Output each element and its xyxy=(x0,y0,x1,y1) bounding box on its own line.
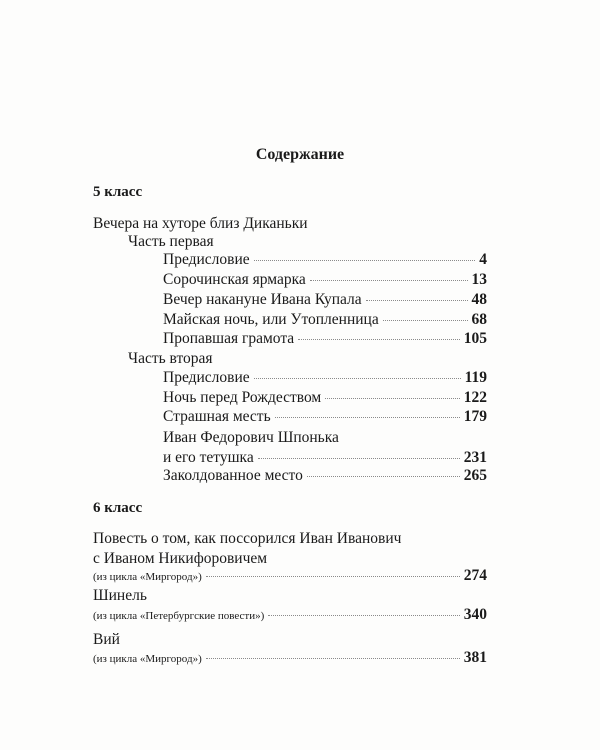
page-number: 179 xyxy=(463,408,487,425)
entry-title: Майская ночь, или Утопленница xyxy=(163,311,379,328)
page-number: 231 xyxy=(463,449,487,466)
entry-title: Вечер накануне Ивана Купала xyxy=(163,291,362,308)
page-number: 340 xyxy=(463,606,487,623)
page-title: Содержание xyxy=(255,146,345,163)
dot-leader xyxy=(366,300,468,301)
page-number: 265 xyxy=(463,467,487,484)
toc-entry[interactable] xyxy=(163,389,487,409)
toc-entry[interactable] xyxy=(93,649,487,669)
dot-leader xyxy=(325,398,460,399)
page-number: 68 xyxy=(471,311,487,328)
section-heading-grade5: 5 класс xyxy=(93,184,143,200)
dot-leader xyxy=(254,378,461,379)
work-title-dikanka: Вечера на хуторе близ Диканьки xyxy=(93,215,308,232)
entry-source: (из цикла «Петербургские повести») xyxy=(93,610,265,622)
entry-title: Заколдованное место xyxy=(163,467,303,484)
toc-entry[interactable] xyxy=(163,311,487,331)
entry-title: Предисловие xyxy=(163,369,250,386)
page-number: 13 xyxy=(471,271,487,288)
toc-entry[interactable] xyxy=(163,369,487,389)
toc-entry[interactable] xyxy=(163,467,487,487)
dot-leader xyxy=(298,339,460,340)
page-number: 274 xyxy=(463,567,487,584)
entry-title: Сорочинская ярмарка xyxy=(163,271,306,288)
story-title[interactable]: Вий xyxy=(93,631,120,648)
story-title-line2: с Иваном Никифоровичем xyxy=(93,550,268,567)
toc-entry[interactable] xyxy=(93,606,487,626)
toc-entry-multiline[interactable] xyxy=(163,428,487,468)
part-label-second: Часть вторая xyxy=(128,350,213,367)
entry-source: (из цикла «Миргород») xyxy=(93,571,202,583)
toc-entry[interactable] xyxy=(163,251,487,271)
dot-leader xyxy=(275,417,460,418)
toc-entry[interactable] xyxy=(163,330,487,350)
part-label-first: Часть первая xyxy=(128,233,214,250)
dot-leader xyxy=(206,658,460,659)
entry-title: Страшная месть xyxy=(163,408,271,425)
toc-entry[interactable] xyxy=(163,271,487,291)
entry-title-line1: Иван Федорович Шпонька xyxy=(163,429,339,446)
entry-title-line2: и его тетушка xyxy=(163,449,254,466)
dot-leader xyxy=(254,260,476,261)
dot-leader xyxy=(258,458,460,459)
entry-title: Ночь перед Рождеством xyxy=(163,389,322,406)
story-title[interactable]: Шинель xyxy=(93,587,147,604)
section-heading-grade6: 6 класс xyxy=(93,500,143,516)
toc-entry[interactable] xyxy=(163,408,487,428)
entry-title: Пропавшая грамота xyxy=(163,330,295,347)
entry-source: (из цикла «Миргород») xyxy=(93,653,202,665)
dot-leader xyxy=(268,615,460,616)
toc-entry[interactable] xyxy=(163,291,487,311)
entry-title: Предисловие xyxy=(163,251,250,268)
page-number: 48 xyxy=(471,291,487,308)
dot-leader xyxy=(307,476,460,477)
page-number: 105 xyxy=(463,330,487,347)
page-number: 381 xyxy=(463,649,487,666)
dot-leader xyxy=(383,320,468,321)
dot-leader xyxy=(310,280,468,281)
page-number: 122 xyxy=(463,389,487,406)
entry-title-line2-row xyxy=(163,448,487,468)
story-title[interactable] xyxy=(93,529,401,569)
page-number: 4 xyxy=(479,251,487,268)
toc-entry[interactable] xyxy=(93,567,487,587)
page-number: 119 xyxy=(464,369,487,386)
story-title-line1: Повесть о том, как поссорился Иван Иванович xyxy=(93,530,402,547)
dot-leader xyxy=(206,576,460,577)
